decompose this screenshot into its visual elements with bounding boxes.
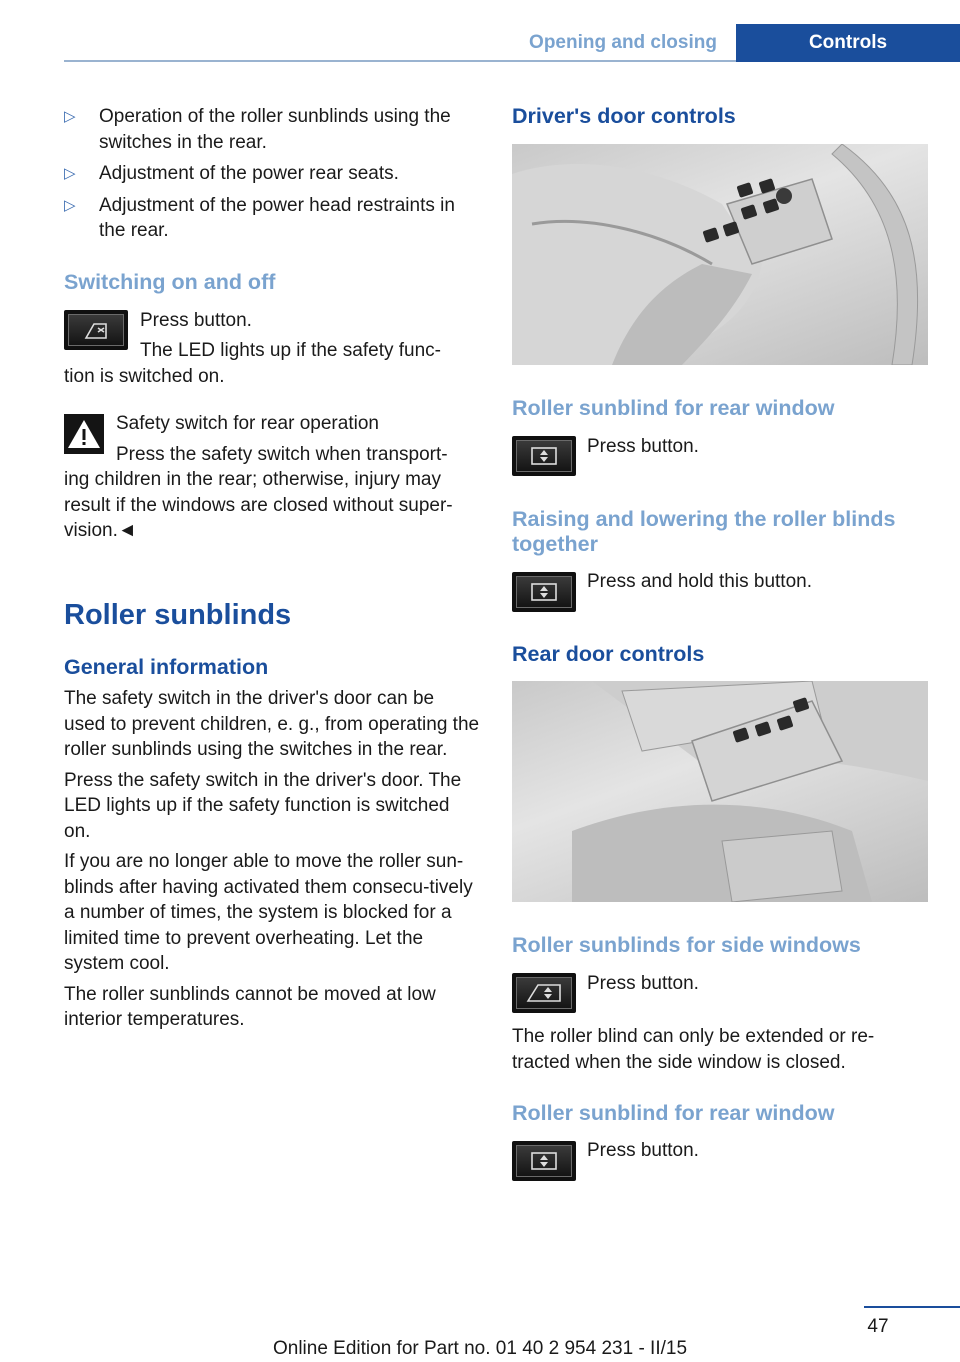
rear-sunblind-icon [512, 572, 576, 612]
header-chapter-tab[interactable]: Controls [736, 24, 960, 62]
list-item: ▷ Operation of the roller sunblinds using the switches in the rear. [64, 106, 451, 153]
general-info-body [64, 686, 480, 1033]
paragraph: If you are no longer able to move the roller sun-blinds after having activated them consecu-tively a number of times, the system is blocked for a limited time to prevent overheating. Let the system cool. [64, 851, 473, 974]
edition-footer: Online Edition for Part no. 01 40 2 954 231 - II/15 [272, 1338, 688, 1359]
bullet-list [64, 104, 478, 244]
list-item: ▷ Adjustment of the power head restraints in the rear. [64, 194, 455, 241]
list-item: ▷ Adjustment of the power rear seats. [64, 161, 478, 187]
drivers-door-photo [512, 144, 928, 365]
rear-window-text-2: Press button. [587, 1140, 699, 1161]
section-title: Roller sunblinds [64, 599, 292, 631]
rear-window-heading-2: Roller sunblind for rear window [512, 1101, 835, 1125]
header-section-tab[interactable]: Opening and closing [529, 31, 717, 53]
warning-line-a: Press the safety switch when transport- [116, 444, 448, 465]
together-heading: Raising and lowering the roller blinds together [512, 507, 896, 556]
switching-line2b: tion is switched on. [64, 366, 225, 387]
switching-line1: Press button. [140, 310, 252, 331]
warning-line-b: ing children in the rear; otherwise, injury may result if the windows are closed without super-vision.◄ [64, 469, 453, 541]
rear-sunblind-icon [512, 436, 576, 476]
side-windows-text: Press button. [587, 973, 699, 994]
together-text: Press and hold this button. [587, 571, 812, 592]
rear-window-heading: Roller sunblind for rear window [512, 396, 835, 420]
rear-door-heading: Rear door controls [512, 642, 705, 666]
warning-icon [64, 414, 104, 454]
triangle-bullet-icon: ▷ [64, 108, 76, 125]
rear-window-text: Press button. [587, 436, 699, 457]
paragraph: The safety switch in the driver's door can be used to prevent children, e. g., from operating the roller sunblinds using the switches in the rear. [64, 688, 480, 760]
safety-switch-icon [64, 310, 128, 350]
side-windows-heading: Roller sunblinds for side windows [512, 933, 861, 957]
paragraph: The roller sunblinds cannot be moved at low interior temperatures. [64, 983, 436, 1030]
warning-title: Safety switch for rear operation [116, 413, 379, 434]
side-windows-note: The roller blind can only be extended or re-tracted when the side window is closed. [512, 1026, 875, 1073]
rear-door-photo [512, 681, 928, 902]
general-info-heading: General information [64, 655, 269, 679]
page-number: 47 [867, 1316, 889, 1337]
switching-heading: Switching on and off [64, 270, 276, 294]
triangle-bullet-icon: ▷ [64, 165, 76, 182]
drivers-door-heading: Driver's door controls [512, 104, 736, 128]
switching-line2a: The LED lights up if the safety func- [140, 340, 441, 361]
rear-sunblind-icon [512, 1141, 576, 1181]
side-sunblind-icon [512, 973, 576, 1013]
triangle-bullet-icon: ▷ [64, 196, 76, 214]
paragraph: Press the safety switch in the driver's door. The LED lights up if the safety function is switched on. [64, 769, 462, 842]
page-number-rule [864, 1306, 960, 1308]
